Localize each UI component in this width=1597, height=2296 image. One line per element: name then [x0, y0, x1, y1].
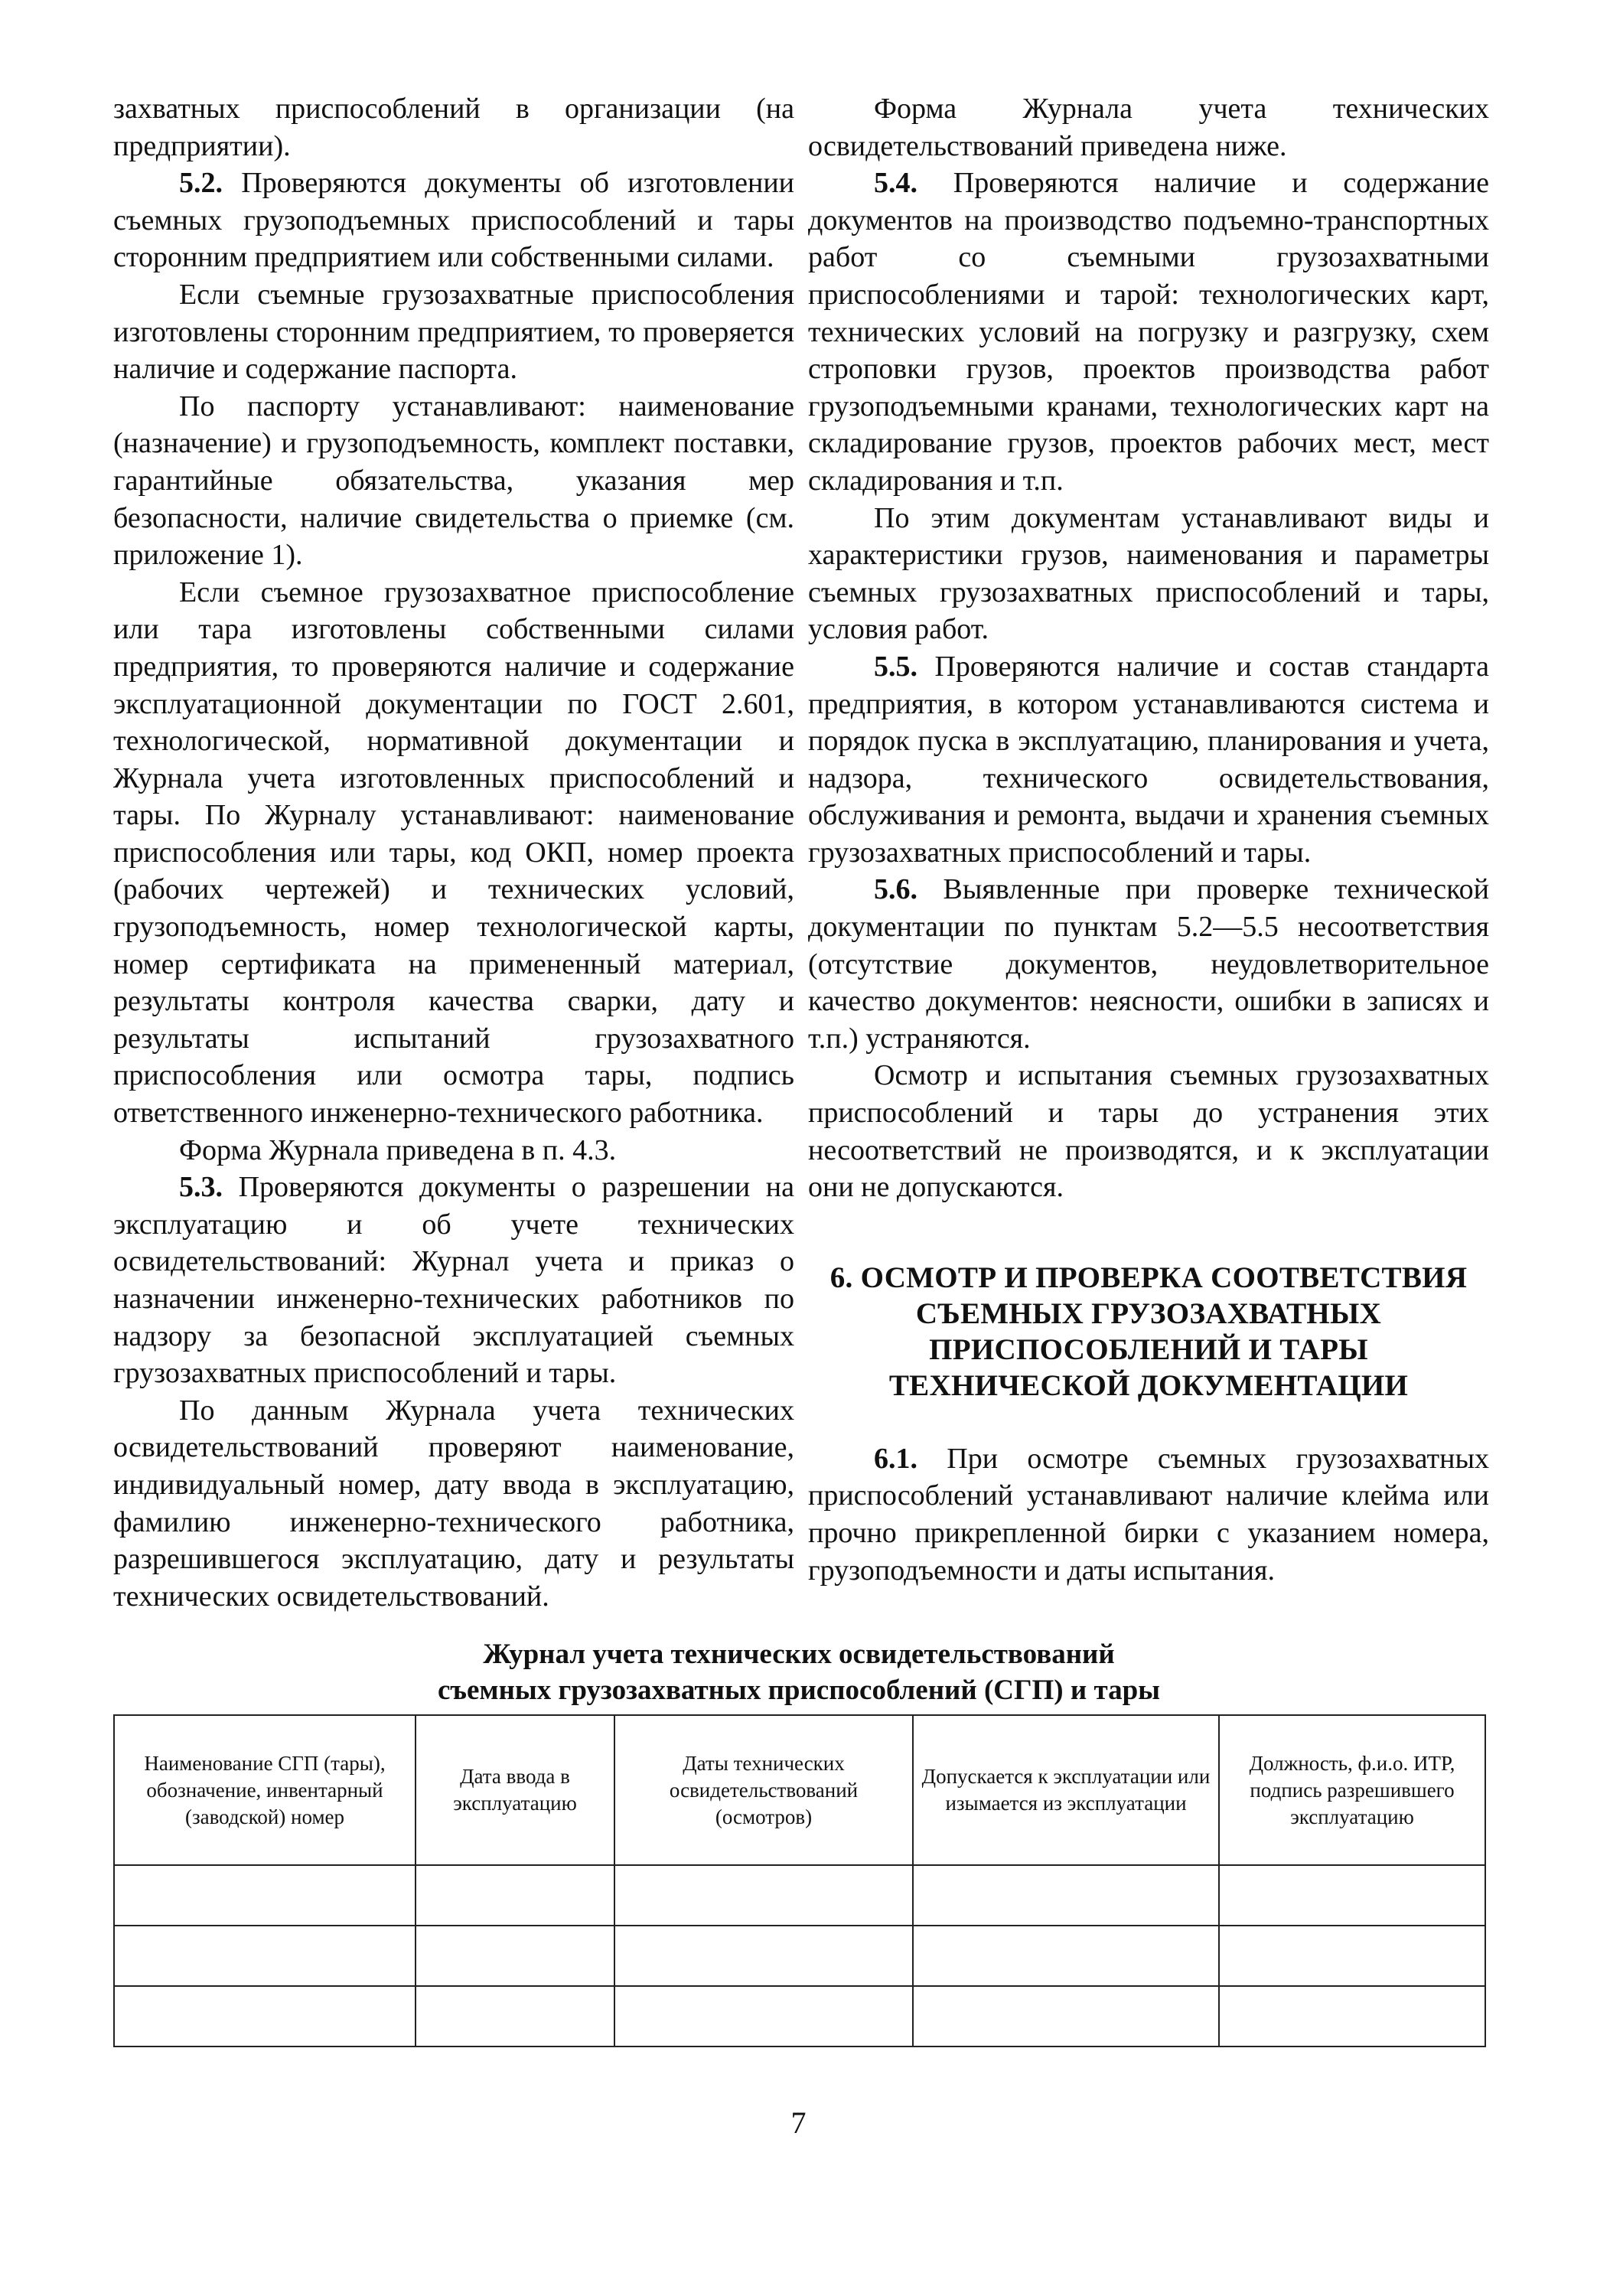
- column-header-inspection-dates: Даты технических освидетельствований (осмотров): [614, 1715, 913, 1865]
- left-column: [113, 90, 794, 1615]
- paragraph: Форма Журнала учета технических освидетельствований приведена ниже.: [808, 93, 1489, 162]
- table-cell: [416, 1986, 614, 2047]
- table-cell: [913, 1865, 1219, 1926]
- paragraph: Осмотр и испытания съемных грузозахватных приспособлений и тары до устранения этих несоответствий не производятся, и к эксплуатации они не допускаются.: [808, 1059, 1489, 1204]
- paragraph: По паспорту устанавливают: наименование (назначение) и грузоподъемность, комплект поставки, гарантийные обязательства, указания мер безопасности, наличие свидетельства о приемке (см. приложение 1).: [113, 390, 794, 572]
- paragraph: Если съемное грузозахватное приспособление или тара изготовлены собственными силами предприятия, то проверяются наличие и содержание эксплуатационной документации по ГОСТ 2.601, технологической, нормативной документации и Журнала учета изготовленных приспособлений и тары. По Журналу устанавливают: наименование приспособления или тары, код ОКП, номер проекта (рабочих чертежей) и технических условий, грузоподъемность, номер технологической карты, номер сертификата на примененный материал, результаты контроля качества сварки, дату и результаты испытаний грузозахватного приспособления или осмотра тары, подпись ответственного инженерно-технического работника.: [113, 576, 794, 1130]
- paragraph-5-5: 5.5. Проверяются наличие и состав стандарта предприятия, в котором устанавливаются система и порядок пуска в эксплуатацию, планирования и учета, надзора, технического освидетельствования, обслуживания и ремонта, выдачи и хранения съемных грузозахватных приспособлений и тары.: [808, 650, 1489, 869]
- table-header-row: [114, 1715, 1485, 1865]
- table-cell: [614, 1926, 913, 1986]
- journal-title-line: Журнал учета технических освидетельствований: [483, 1639, 1115, 1670]
- right-column: [808, 90, 1489, 1589]
- column-header-name: Наименование СГП (тары), обозначение, инвентарный (заводской) номер: [114, 1715, 416, 1865]
- paragraph: По этим документам устанавливают виды и характеристики грузов, наименования и параметры съемных грузозахватных приспособлений и тары, условия работ.: [808, 501, 1489, 646]
- journal-table-title: [113, 1636, 1485, 1708]
- table-cell: [614, 1986, 913, 2047]
- paragraph: захватных приспособлений в организации (на предприятии).: [113, 93, 794, 162]
- table-cell: [114, 1986, 416, 2047]
- table-cell: [416, 1865, 614, 1926]
- table-cell: [1219, 1986, 1485, 2047]
- table-cell: [114, 1926, 416, 1986]
- journal-table: [113, 1714, 1486, 2047]
- journal-title-line: съемных грузозахватных приспособлений (СГП) и тары: [437, 1675, 1161, 1706]
- table-cell: [913, 1926, 1219, 1986]
- clause-number: 5.5.: [874, 650, 917, 683]
- clause-number: 5.2.: [179, 167, 223, 200]
- clause-number: 5.3.: [179, 1171, 223, 1204]
- clause-number: 5.6.: [874, 873, 917, 906]
- paragraph: Если съемные грузозахватные приспособления изготовлены сторонним предприятием, то проверяется наличие и содержание паспорта.: [113, 278, 794, 386]
- table-cell: [913, 1986, 1219, 2047]
- table-row: [114, 1865, 1485, 1926]
- clause-number: 5.4.: [874, 167, 917, 200]
- section-6-heading: 6. ОСМОТР И ПРОВЕРКА СООТВЕТСТВИЯ СЪЕМНЫХ ГРУЗОЗАХВАТНЫХ ПРИСПОСОБЛЕНИЙ И ТАРЫ ТЕХНИЧЕСКОЙ ДОКУМЕНТАЦИИ: [829, 1261, 1468, 1402]
- paragraph-5-6: 5.6. Выявленные при проверке технической документации по пунктам 5.2—5.5 несоответствия (отсутствие документов, неудовлетворительное качество документов: неясности, ошибки в записях и т.п.) устраняются.: [808, 873, 1489, 1055]
- paragraph-6-1: 6.1. При осмотре съемных грузозахватных приспособлений устанавливают наличие клейма или прочно прикрепленной бирки с указанием номера, грузоподъемности и даты испытания.: [808, 1442, 1489, 1587]
- table-row: [114, 1986, 1485, 2047]
- page-number: 7: [790, 2105, 807, 2140]
- paragraph: Форма Журнала приведена в п. 4.3.: [179, 1133, 617, 1166]
- paragraph-5-4: 5.4. Проверяются наличие и содержание документов на производство подъемно-транспортных работ со съемными грузозахватными приспособлениями и тарой: технологических карт, технических условий на погрузку и разгрузку, схем строповки грузов, проектов производства работ грузоподъемными кранами, технологических карт на складирование грузов, проектов рабочих мест, мест складирования и т.п.: [808, 167, 1489, 497]
- table-row: [114, 1926, 1485, 1986]
- column-header-admission: Допускается к эксплуатации или изымается из эксплуатации: [913, 1715, 1219, 1865]
- table-cell: [114, 1865, 416, 1926]
- column-header-responsible: Должность, ф.и.о. ИТР, подпись разрешившего эксплуатацию: [1219, 1715, 1485, 1865]
- paragraph-5-2: 5.2. Проверяются документы об изготовлении съемных грузоподъемных приспособлений и тары сторонним предприятием или собственными силами.: [113, 167, 794, 274]
- table-cell: [1219, 1865, 1485, 1926]
- table-cell: [614, 1865, 913, 1926]
- paragraph: По данным Журнала учета технических освидетельствований проверяют наименование, индивидуальный номер, дату ввода в эксплуатацию, фамилию инженерно-технического работника, разрешившегося эксплуатацию, дату и результаты технических освидетельствований.: [113, 1394, 794, 1613]
- clause-number: 6.1.: [874, 1442, 917, 1475]
- paragraph-5-3: 5.3. Проверяются документы о разрешении на эксплуатацию и об учете технических освидетельствований: Журнал учета и приказ о назначении инженерно-технических работников по надзору за безопасной эксплуатацией съемных грузозахватных приспособлений и тары.: [113, 1171, 794, 1390]
- table-cell: [1219, 1926, 1485, 1986]
- column-header-commission-date: Дата ввода в эксплуатацию: [416, 1715, 614, 1865]
- table-cell: [416, 1926, 614, 1986]
